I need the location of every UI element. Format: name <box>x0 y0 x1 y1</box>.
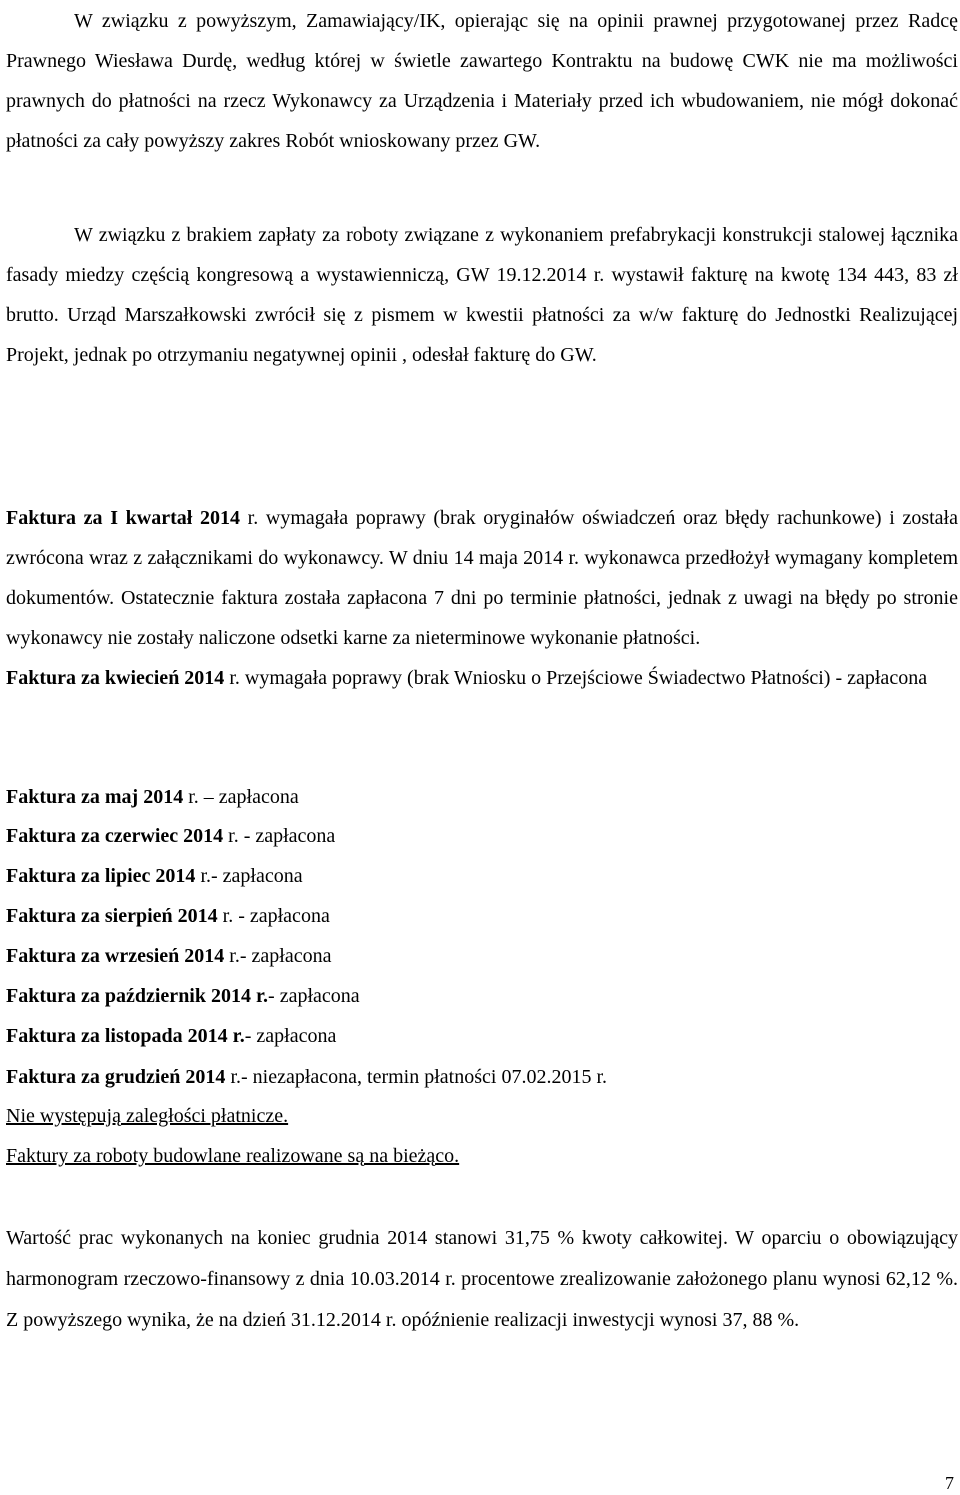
invoice-title: Faktura za październik 2014 r. <box>6 985 269 1007</box>
invoice-status: r.- zapłacona <box>224 945 332 967</box>
paragraph-text: W związku z powyższym, Zamawiający/IK, opierając się na opinii prawnej przygotowanej przez Radcę Prawnego Wiesława Durdę, według której w świetle zawartego Kontraktu na budowę CWK nie ma możliwości prawnych do płatności na rzecz Wykonawcy za Urządzenia i Materiały przed ich wbudowaniem, nie mógł dokonać płatności za cały powyższy zakres Robót wnioskowany przez GW. <box>6 10 958 152</box>
invoice-status: r.- zapłacona <box>195 865 303 887</box>
invoice-line-june <box>6 822 958 850</box>
invoice-status: r. – zapłacona <box>183 786 299 808</box>
paragraph-text: r. wymagała poprawy (brak Wniosku o Przejściowe Świadectwo Płatności) - zapłacona <box>224 667 928 689</box>
invoice-line-july <box>6 862 958 890</box>
invoice-status: - zapłacona <box>244 1025 337 1047</box>
no-arrears-note: Nie występują zaległości płatnicze. <box>6 1105 289 1127</box>
invoice-line-august <box>6 902 958 930</box>
paragraph-q1-invoice <box>6 498 958 698</box>
invoice-line-may <box>6 783 958 811</box>
paragraph-text: r. wymagała poprawy (brak oryginałów oświadczeń oraz błędy rachunkowe) i została zwrócona wraz z załącznikami do wykonawcy. W dniu 14 maja 2014 r. wykonawca przedłożył wymagany kompletem dokumentów. Ostatecznie faktura została zapłacona 7 dni po terminie płatności, jednak z uwagi na błędy po stronie wykonawcy nie zostały naliczone odsetki karne za nieterminowe wykonanie płatności. <box>6 507 958 649</box>
invoice-title: Faktura za maj 2014 <box>6 786 184 808</box>
paragraph-progress-summary: Wartość prac wykonanych na koniec grudnia 2014 stanowi 31,75 % kwoty całkowitej. W oparciu o obowiązujący harmonogram rzeczowo-finansowy z dnia 10.03.2014 r. procentowe zrealizowanie założonego planu wynosi 62,12 %. Z powyższego wynika, że na dzień 31.12.2014 r. opóźnienie realizacji inwestycji wynosi 37, 88 %. <box>6 1227 958 1331</box>
paragraph-steel-connector-invoice <box>6 215 958 375</box>
page-number: 7 <box>945 1473 954 1493</box>
invoice-title-q1: Faktura za I kwartał 2014 <box>6 507 240 529</box>
invoice-status: - zapłacona <box>268 985 360 1007</box>
invoice-line-september <box>6 942 958 970</box>
invoices-current-note: Faktury za roboty budowlane realizowane są na bieżąco. <box>6 1145 460 1167</box>
paragraph-legal-opinion <box>6 1 958 161</box>
invoice-status: r. - zapłacona <box>217 905 330 927</box>
invoice-status: r. - zapłacona <box>223 825 336 847</box>
invoice-title: Faktura za sierpień 2014 <box>6 905 218 927</box>
invoice-line-december <box>6 1063 958 1091</box>
invoice-title-april: Faktura za kwiecień 2014 <box>6 667 225 689</box>
invoice-line-october <box>6 982 958 1010</box>
invoice-line-november <box>6 1022 958 1050</box>
invoice-title: Faktura za grudzień 2014 <box>6 1066 226 1088</box>
invoice-title: Faktura za czerwiec 2014 <box>6 825 224 847</box>
invoice-status: r.- niezapłacona, termin płatności 07.02.2015 r. <box>225 1066 607 1088</box>
invoice-title: Faktura za listopada 2014 r. <box>6 1025 245 1047</box>
invoice-title: Faktura za lipiec 2014 <box>6 865 196 887</box>
invoice-title: Faktura za wrzesień 2014 <box>6 945 225 967</box>
paragraph-text: W związku z brakiem zapłaty za roboty związane z wykonaniem prefabrykacji konstrukcji stalowej łącznika fasady miedzy częścią kongresową a wystawienniczą, GW 19.12.2014 r. wystawił fakturę na kwotę 134 443, 83 zł brutto. Urząd Marszałkowski zwrócił się z pismem w kwestii płatności za w/w fakturę do Jednostki Realizującej Projekt, jednak po otrzymaniu negatywnej opinii , odesłał fakturę do GW. <box>6 224 958 366</box>
